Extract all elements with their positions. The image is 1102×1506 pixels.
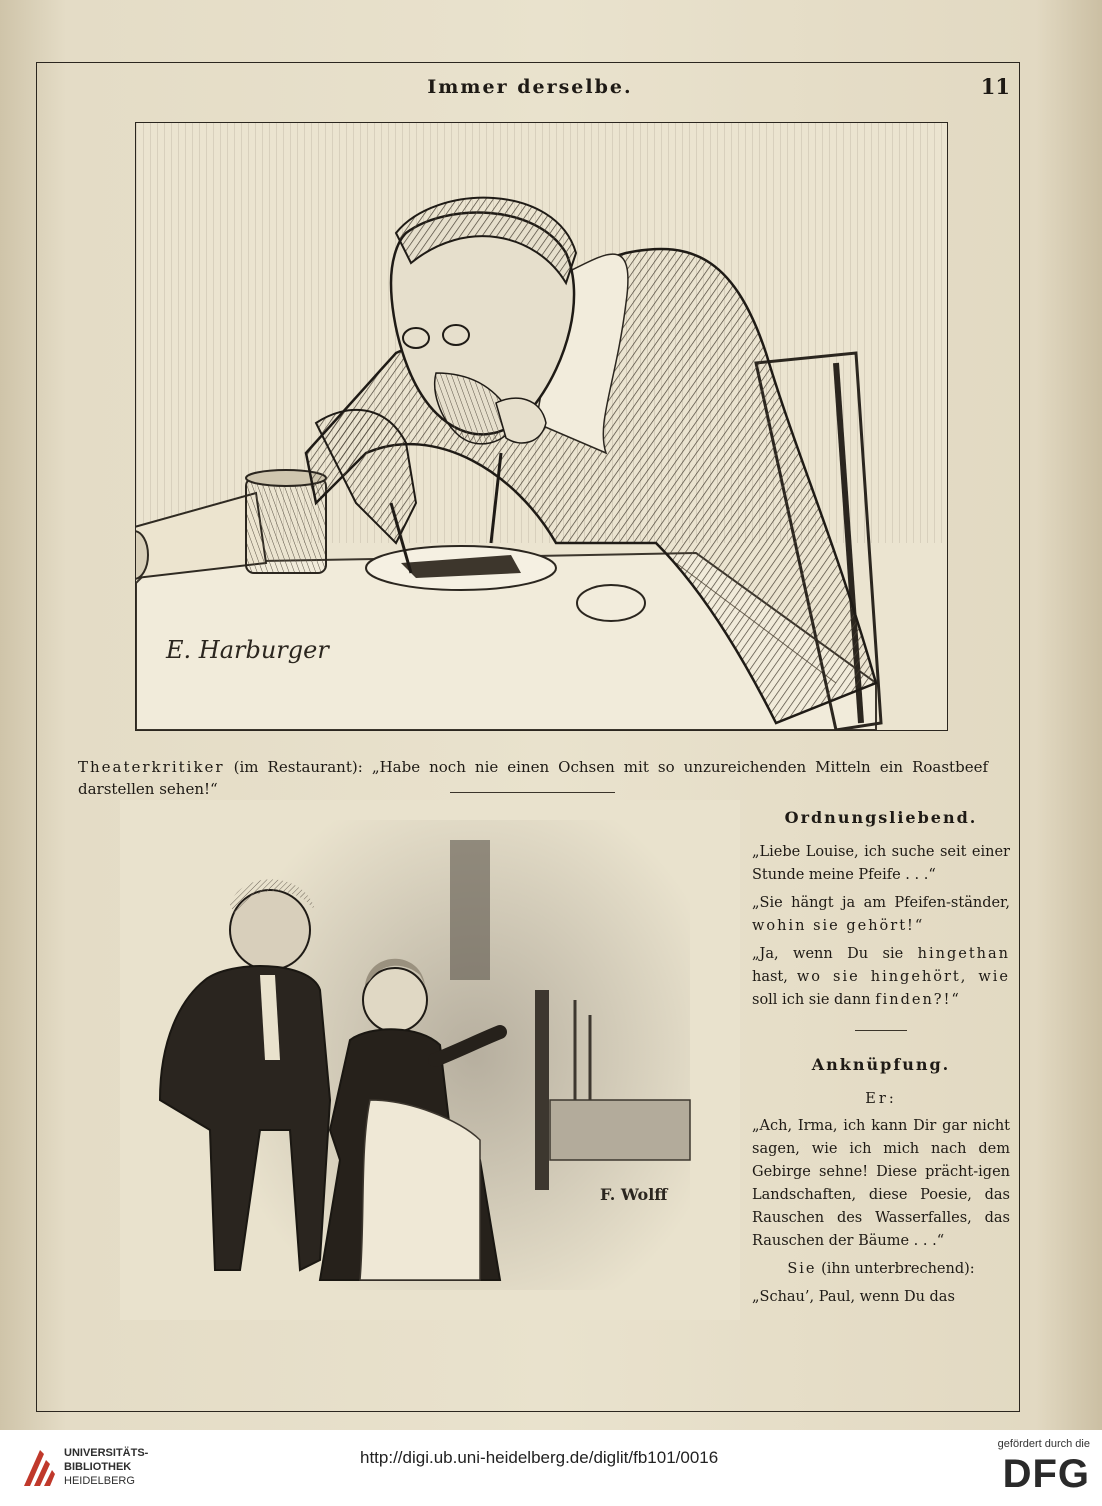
story2-speaker-sie-note: (ihn unterbrechend): (816, 1261, 975, 1277)
bottom-illustration-signature: F. Wolff (600, 1185, 668, 1204)
story2-speaker-er: Er: (865, 1091, 897, 1107)
story1-p3-emphasis-2: wo sie hingehört, wie (796, 969, 1010, 985)
page-number: 11 (980, 74, 1010, 99)
story1-paragraph-1: „Liebe Louise, ich suche seit einer Stunde meine Pfeife . . .“ (752, 844, 1010, 883)
institution-line-2: BIBLIOTHEK (64, 1461, 132, 1473)
institution-name (64, 1446, 148, 1488)
story2-speaker-sie-name: Sie (787, 1261, 817, 1277)
story1-paragraph-2 (752, 892, 1010, 938)
funding-text: gefördert durch die (997, 1438, 1090, 1450)
dfg-logo: DFG (1002, 1452, 1090, 1496)
story1-p3-emphasis-1: hingethan (917, 946, 1010, 962)
story2-paragraph-2: „Schau’, Paul, wenn Du das (752, 1289, 955, 1305)
caption-setting: (im Restaurant): (233, 758, 363, 776)
story2-paragraph-1: „Ach, Irma, ich kann Dir gar nicht sagen, wie ich mich nach dem Gebirge sehne! Diese prächt-igen Landschaften, diese Poesie, das Rauschen des Wasserfalles, das Rauschen der Bäume . . .“ (752, 1118, 1010, 1249)
story1-p3-part-g: “ (951, 992, 959, 1008)
story1-p3-part-e: soll ich sie dann (752, 992, 876, 1008)
running-title: Immer derselbe. (427, 76, 633, 98)
footer-bar (0, 1430, 1102, 1506)
institution-line-1: UNIVERSITÄTS- (64, 1447, 149, 1459)
separator-rule (450, 792, 615, 793)
illustration-caption (78, 756, 988, 800)
story-separator (855, 1030, 907, 1031)
story1-p2-part-a: „Sie hängt ja am Pfeifen-ständer, (752, 895, 1010, 911)
text-column (752, 806, 1010, 1314)
couple-drawing (120, 800, 740, 1320)
story-heading-anknuepfung: Anknüpfung. (811, 1055, 951, 1074)
story1-p3-part-a: „Ja, wenn Du sie (752, 946, 918, 962)
source-url-link[interactable]: http://digi.ub.uni-heidelberg.de/diglit/fb101/0016 (360, 1448, 719, 1467)
story-heading-ordnungsliebend: Ordnungsliebend. (784, 808, 978, 827)
caption-quote: „Habe noch nie einen Ochsen mit so unzureichenden Mitteln ein Roastbeef darstellen sehen!“ (78, 758, 988, 798)
story1-p2-emphasis: wohin sie gehört! (752, 918, 915, 934)
story1-p3-part-c: hast, (752, 969, 797, 985)
institution-line-3: HEIDELBERG (64, 1475, 135, 1487)
top-illustration-signature: E. Harburger (166, 636, 329, 664)
critic-drawing (136, 123, 947, 730)
university-library-logo-icon (20, 1446, 56, 1490)
story1-p3-emphasis-3: finden?! (875, 992, 952, 1008)
illustration-couple (120, 800, 740, 1320)
caption-speaker: Theaterkritiker (78, 758, 225, 776)
story1-p2-part-c: “ (914, 918, 923, 934)
story2-speaker-sie (752, 1258, 1010, 1281)
story1-paragraph-3 (752, 943, 1010, 1012)
illustration-critic-eating (135, 122, 948, 731)
